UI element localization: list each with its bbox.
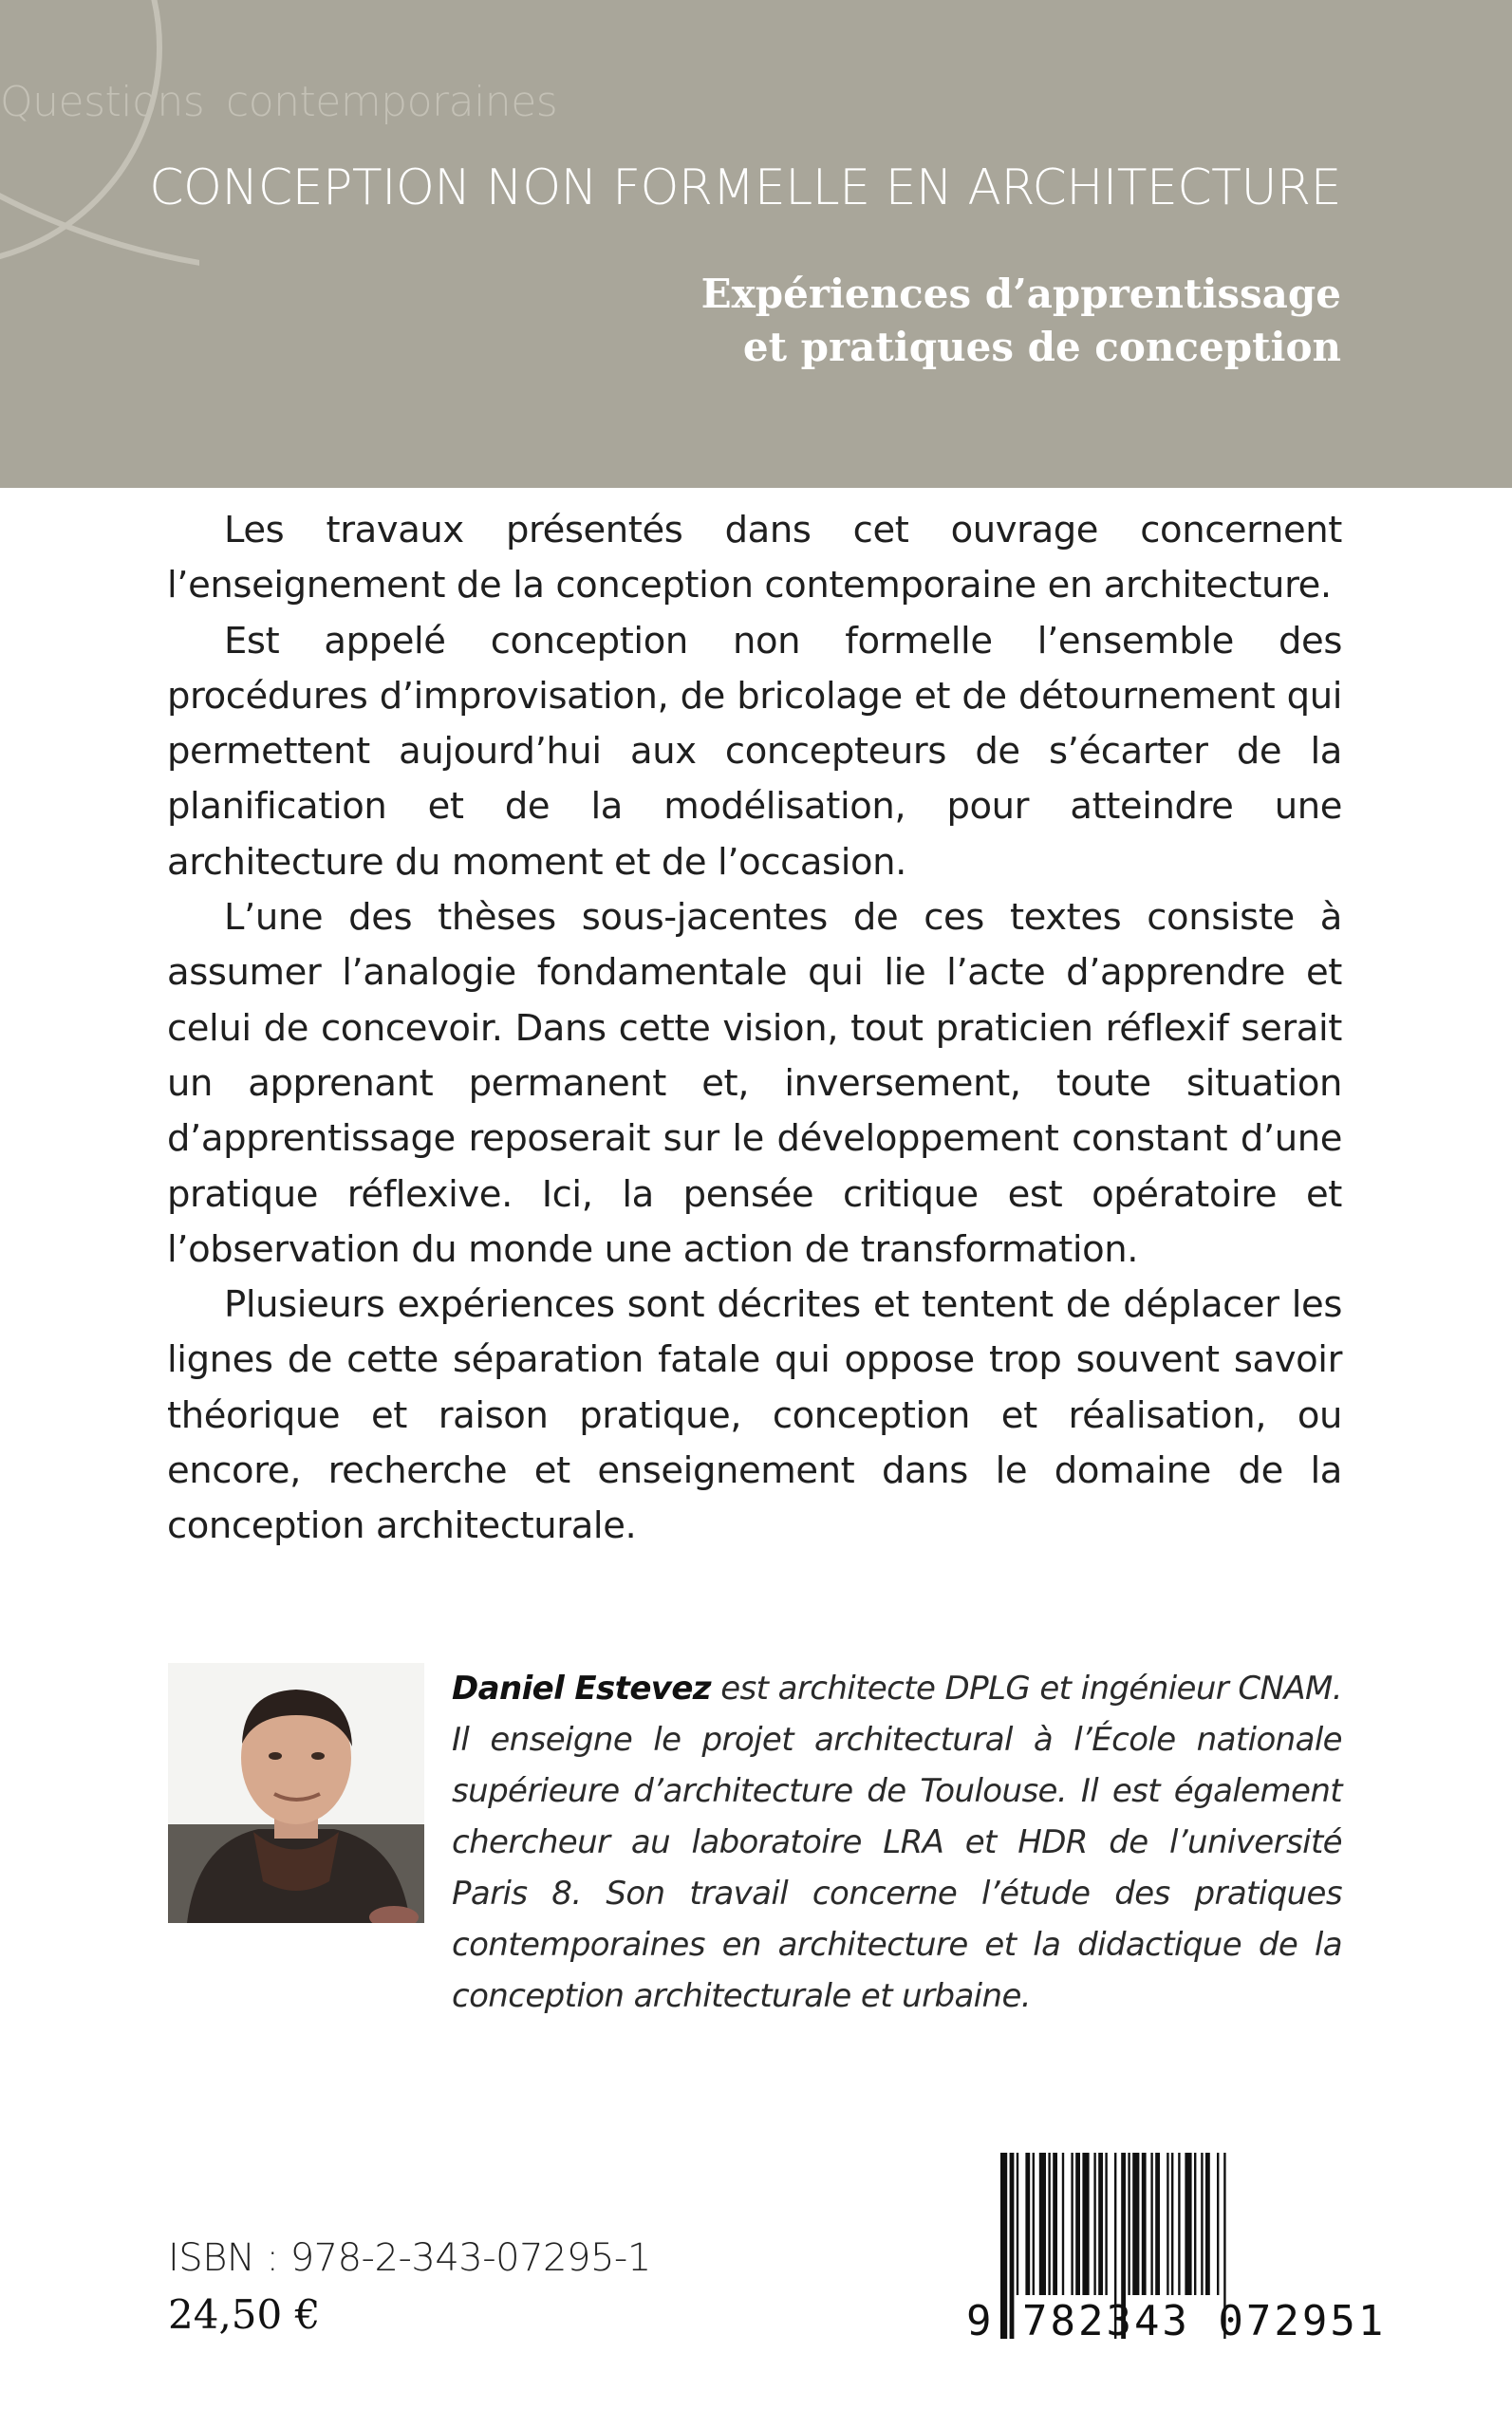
barcode-bar [1171,2153,1173,2295]
author-photo [168,1663,424,1923]
barcode-bar [1205,2153,1210,2295]
book-description [167,503,1342,1555]
barcode-bar [1075,2153,1080,2295]
barcode-bar [1039,2153,1046,2295]
barcode-bar [1048,2153,1050,2295]
barcode-bar [1071,2153,1073,2295]
book-title: CONCEPTION NON FORMELLE EN ARCHITECTURE [149,159,1341,216]
book-subtitle [701,268,1341,374]
author-biography [452,1663,1342,2022]
subtitle-line-2: et pratiques de conception [742,324,1341,370]
barcode-bar [1033,2153,1035,2295]
barcode-bar [1053,2153,1057,2295]
description-paragraph-3: L’une des thèses sous-jacentes de ces textes consiste à assumer l’analogie fondamentale qui lie l’acte d’apprendre et celui de concevoir. Dans cette vision, tout praticien réflexif serait un apprenant permanent et, inversement, toute situation d’apprentissage reposerait sur le développement constant d’une pratique réflexive. Ici, la pensée critique est opératoire et l’observation du monde une action de transformation. [167,896,1342,1271]
barcode-bar [1178,2153,1180,2295]
description-paragraph-1: Les travaux présentés dans cet ouvrage concernent l’enseignement de la conception contemporaine en architecture. [167,509,1342,607]
series-word-questions: Questions [0,78,205,126]
price: 24,50 € [168,2291,321,2338]
barcode-digits: 9 782343 072951 [966,2297,1387,2345]
barcode-bar [1217,2153,1219,2295]
series-q-logo-icon [0,0,199,304]
barcode-bar [1185,2153,1191,2295]
description-paragraph-2: Est appelé conception non formelle l’ensemble des procédures d’improvisation, de bricolage et de détournement qui permettent aujourd’hui aux concepteurs de s’écarter de la planification et de la modélisation, pour atteindre une architecture du moment et de l’occasion. [167,619,1342,884]
description-paragraph-4: Plusieurs expériences sont décrites et tentent de déplacer les lignes de cette séparation fatale qui oppose trop souvent savoir théorique et raison pratique, conception et réalisation, ou encore, recherche et enseignement dans le domaine de la conception architecturale. [167,1283,1342,1548]
subtitle-line-1: Expériences d’apprentissage [700,271,1341,317]
barcode-bar [1025,2153,1030,2295]
barcode-bar [1082,2153,1089,2295]
barcode-bar [1128,2153,1129,2295]
barcode-bar [1105,2153,1107,2295]
cover-header-band [0,0,1512,488]
author-portrait-icon [168,1663,424,1923]
barcode-bar [1155,2153,1160,2295]
barcode-bar [1150,2153,1152,2295]
barcode-bar [1062,2153,1064,2295]
author-bio-text: est architecte DPLG et ingénieur CNAM. Il enseigne le projet architectural à l’École nationale supérieure d’architecture de Toulouse. Il est également chercheur au laboratoire LRA et HDR de l’université Paris 8. Son travail concerne l’étude des pratiques contemporaines en architecture et la didactique de la conception architecturale et urbaine. [452,1670,1342,2015]
barcode-bar [1167,2153,1168,2295]
barcode-bar [1098,2153,1103,2295]
barcode-bar [1132,2153,1139,2295]
series-name [0,78,558,126]
barcode-bar [1201,2153,1203,2295]
barcode-bar [1017,2153,1018,2295]
barcode-bar [1142,2153,1147,2295]
barcode-bar [1093,2153,1095,2295]
barcode-bar [1194,2153,1196,2295]
series-word-contemporaines: contemporaines [226,78,558,126]
author-name: Daniel Estevez [452,1670,711,1708]
isbn: ISBN : 978-2-343-07295-1 [168,2236,651,2280]
